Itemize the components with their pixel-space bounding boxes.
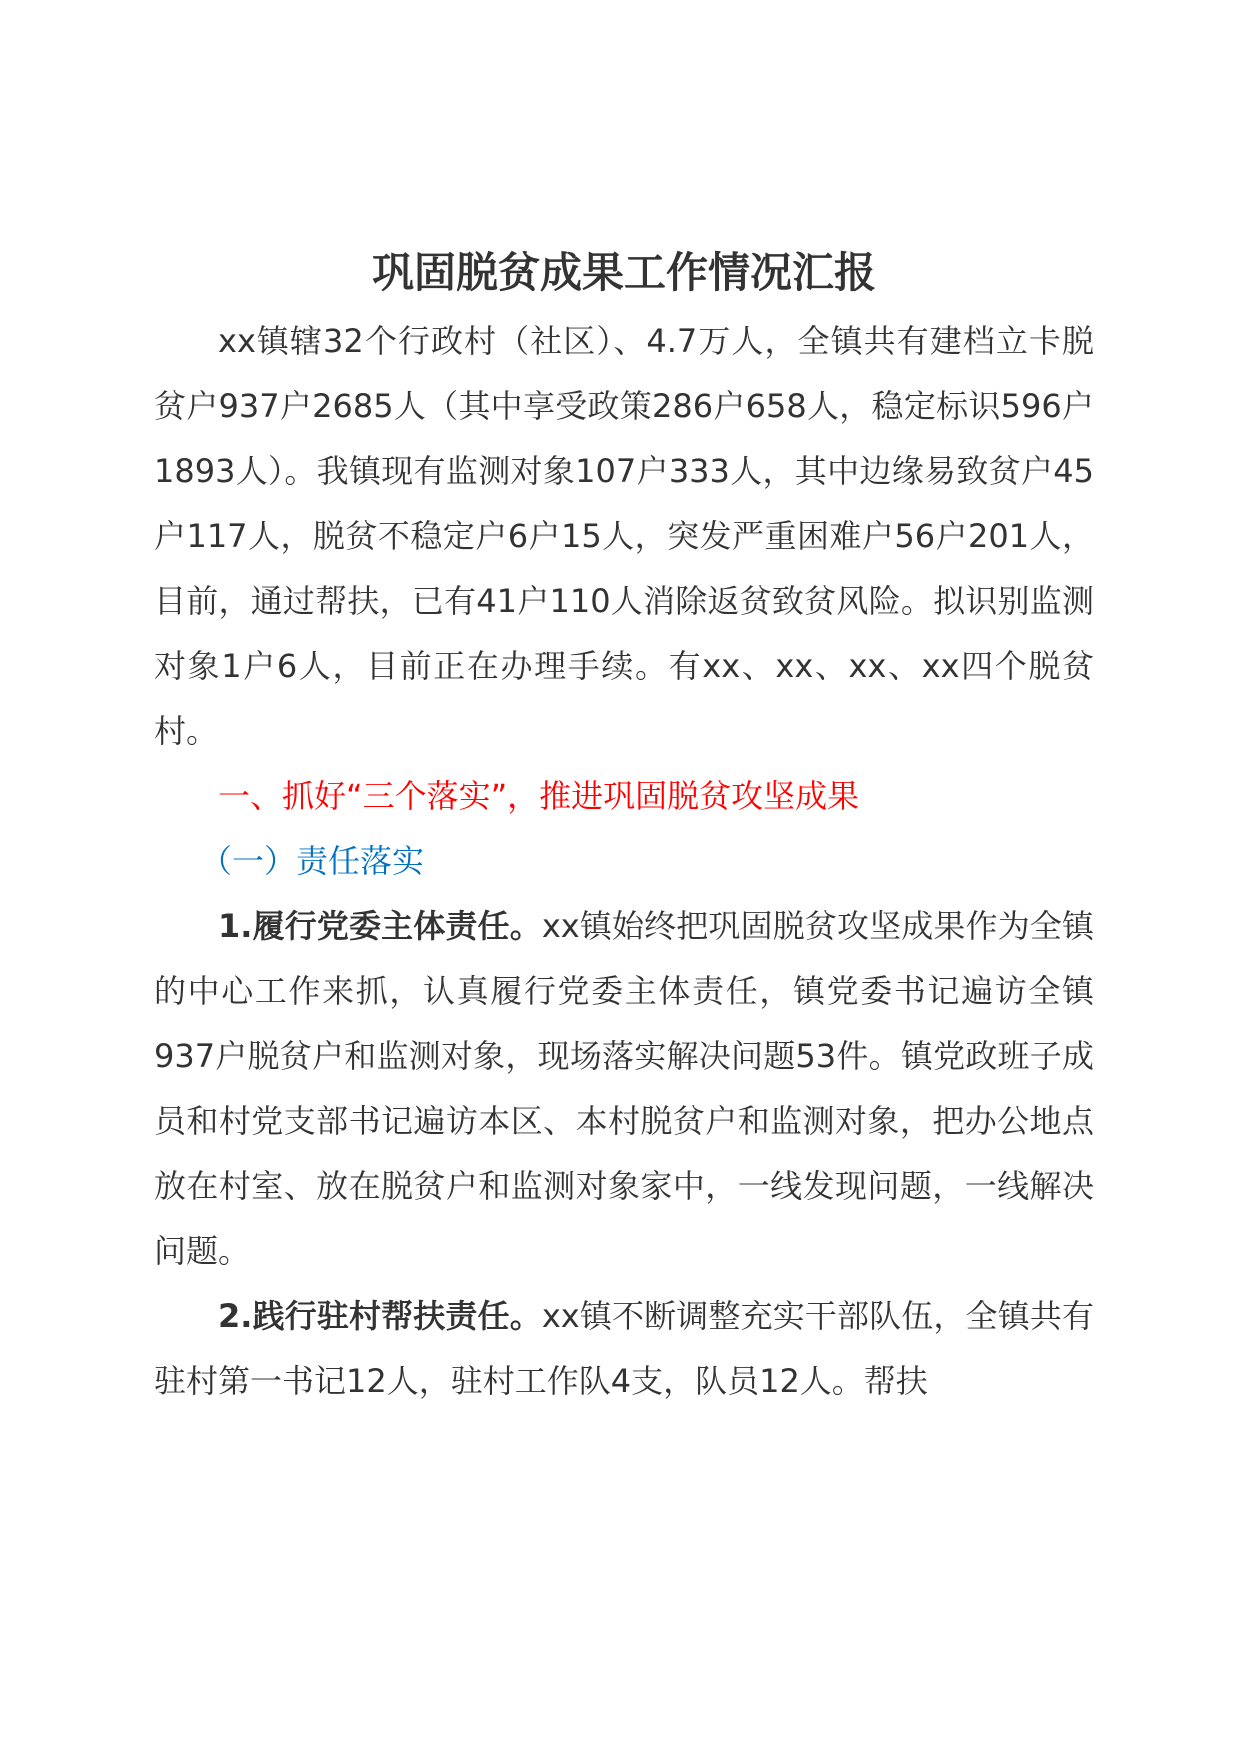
item-body-1: xx镇始终把巩固脱贫攻坚成果作为全镇的中心工作来抓，认真履行党委主体责任，镇党委书记遍访全镇937户脱贫户和监测对象，现场落实解决问题53件。镇党政班子成员和村党支部书记遍访本区、本村脱贫户和监测对象，把办公地点放在村室、放在脱贫户和监测对象家中，一线发现问题，一线解决问题。 [154, 907, 1094, 1270]
item-body-2: xx镇不断调整充实干部队伍，全镇共有驻村第一书记12人，驻村工作队4支，队员12人。帮扶 [154, 1297, 1094, 1400]
item-lead-2: 2.践行驻村帮扶责任。 [218, 1297, 542, 1335]
item-paragraph-2 [154, 1284, 1094, 1414]
intro-paragraph: xx镇辖32个行政村（社区）、4.7万人，全镇共有建档立卡脱贫户937户2685人（其中享受政策286户658人，稳定标识596户1893人）。我镇现有监测对象107户333人，其中边缘易致贫户45户117人，脱贫不稳定户6户15人，突发严重困难户56户201人，目前，通过帮扶，已有41户110人消除返贫致贫风险。拟识别监测对象1户6人，目前正在办理手续。有xx、xx、xx、xx四个脱贫村。 [154, 322, 1094, 750]
item-lead-1: 1.履行党委主体责任。 [218, 907, 542, 945]
item-paragraph-1 [154, 894, 1094, 1284]
document-title: 巩固脱贫成果工作情况汇报 [371, 248, 876, 297]
document-content [154, 243, 1094, 1414]
section-heading: 一、抓好“三个落实”，推进巩固脱贫攻坚成果 [218, 777, 860, 815]
subsection-heading: （一）责任落实 [200, 842, 425, 880]
